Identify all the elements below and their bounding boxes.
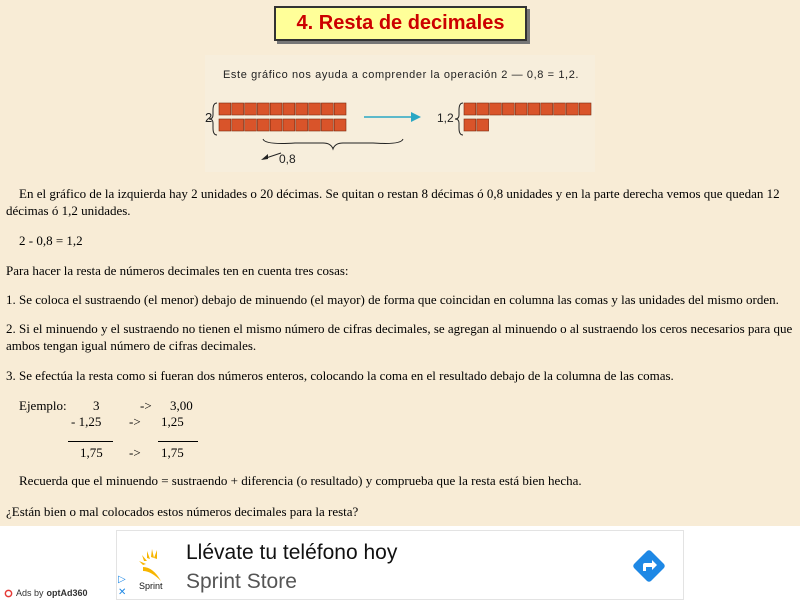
- left-unit-2-tenth-4: [257, 119, 269, 131]
- left-unit-1-tenth-5: [270, 103, 282, 115]
- example-result: 1,75: [80, 445, 103, 460]
- ad-banner[interactable]: [0, 526, 800, 600]
- page-title-box: [274, 6, 527, 41]
- right-unit-1-tenth-2: [477, 103, 489, 115]
- left-brace: [209, 103, 217, 135]
- rule-2: 2. Si el minuendo y el sustraendo no tienen el mismo número de cifras decimales, se agregan al minuendo o al sustraendo los ceros necesarios para que ambos tengan igual número de cifras decimales.: [6, 321, 793, 353]
- example-label: Ejemplo:: [19, 398, 67, 413]
- removed-arrow-head: [261, 154, 268, 160]
- removed-brace: [263, 139, 403, 149]
- left-unit-1-tenth-7: [296, 103, 308, 115]
- example-equation: 2 - 0,8 = 1,2: [19, 233, 83, 248]
- right-unit-1-tenth-9: [566, 103, 578, 115]
- left-unit-1-tenth-10: [334, 103, 346, 115]
- rules-intro: Para hacer la resta de números decimales ten en cuenta tres cosas:: [6, 263, 349, 278]
- right-bars: [464, 103, 591, 131]
- removed-label: 0,8: [279, 152, 296, 166]
- left-unit-2-tenth-1: [219, 119, 231, 131]
- left-bars: [219, 103, 346, 131]
- right-unit-1-tenth-7: [541, 103, 553, 115]
- left-unit-1-tenth-3: [245, 103, 257, 115]
- right-unit-1-tenth-10: [579, 103, 591, 115]
- intro-paragraph: [6, 185, 796, 219]
- ad-subtitle[interactable]: Sprint Store: [186, 570, 297, 593]
- subtraction-figure: [205, 55, 595, 172]
- left-unit-2-tenth-3: [245, 119, 257, 131]
- directions-arrow-icon[interactable]: [629, 546, 669, 586]
- left-unit-2-tenth-6: [283, 119, 295, 131]
- example-arrow-1: ->: [140, 398, 152, 413]
- left-unit-2-tenth-5: [270, 119, 282, 131]
- check-reminder: Recuerda que el minuendo = sustraendo + diferencia (o resultado) y comprueba que la resta está bien hecha.: [19, 473, 582, 488]
- left-unit-1-tenth-8: [309, 103, 321, 115]
- rule-1: 1. Se coloca el sustraendo (el menor) debajo de minuendo (el mayor) de forma que coincidan en columna las comas y las unidades del mismo orden.: [6, 292, 779, 307]
- ad-title[interactable]: Llévate tu teléfono hoy: [186, 541, 398, 564]
- left-unit-2-tenth-9: [321, 119, 333, 131]
- exercise-question: ¿Están bien o mal colocados estos números decimales para la resta?: [6, 504, 359, 519]
- example-subtrahend: - 1,25: [71, 414, 102, 429]
- right-unit-1-tenth-5: [515, 103, 527, 115]
- right-label: 1,2: [437, 111, 454, 125]
- optad-logo-icon: [4, 589, 13, 598]
- left-unit-1-tenth-9: [321, 103, 333, 115]
- right-unit-1-tenth-1: [464, 103, 476, 115]
- example-rule-left: [68, 441, 113, 442]
- right-brace: [455, 103, 463, 135]
- intro-text: En el gráfico de la izquierda hay 2 unidades o 20 décimas. Se quitan o restan 8 décimas ó 0,8 unidades y en la parte derecha vemos que quedan 12 décimas ó 1,2 unidades.: [6, 186, 780, 218]
- figure-caption: Este gráfico nos ayuda a comprender la operación 2 — 0,8 = 1,2.: [223, 69, 580, 81]
- rule-3: 3. Se efectúa la resta como si fueran dos números enteros, colocando la coma en el resultado debajo de la columna de las comas.: [6, 368, 674, 383]
- ads-by-prefix: Ads by: [16, 588, 44, 598]
- left-unit-2-tenth-8: [309, 119, 321, 131]
- left-unit-1-tenth-4: [257, 103, 269, 115]
- left-unit-2-tenth-7: [296, 119, 308, 131]
- left-unit-1-tenth-1: [219, 103, 231, 115]
- example-arrow-2: ->: [129, 414, 141, 429]
- ads-by-brand: optAd360: [46, 588, 88, 598]
- page-title: 4. Resta de decimales: [296, 12, 505, 34]
- example-arrow-3: ->: [129, 445, 141, 460]
- right-unit-2-tenth-2: [477, 119, 489, 131]
- sprint-brand: Sprint: [139, 581, 163, 591]
- left-unit-1-tenth-2: [232, 103, 244, 115]
- left-unit-2-tenth-2: [232, 119, 244, 131]
- example-subtrahend-padded: 1,25: [161, 414, 184, 429]
- left-unit-1-tenth-6: [283, 103, 295, 115]
- decimal-bars-diagram: [205, 55, 595, 172]
- adchoices-icon[interactable]: ▷: [118, 574, 126, 585]
- left-unit-2-tenth-10: [334, 119, 346, 131]
- left-label: 2: [205, 110, 213, 125]
- transform-arrow-head: [411, 112, 421, 122]
- example-minuend-padded: 3,00: [170, 398, 193, 413]
- example-result-padded: 1,75: [161, 445, 184, 460]
- right-unit-1-tenth-6: [528, 103, 540, 115]
- right-unit-1-tenth-3: [490, 103, 502, 115]
- example-minuend: 3: [93, 398, 100, 413]
- right-unit-1-tenth-4: [502, 103, 514, 115]
- example-rule-right: [158, 441, 198, 442]
- ads-by-optad360[interactable]: [4, 588, 88, 598]
- ad-card[interactable]: [116, 530, 684, 600]
- right-unit-2-tenth-1: [464, 119, 476, 131]
- close-ad-icon[interactable]: ✕: [118, 587, 127, 598]
- right-unit-1-tenth-8: [554, 103, 566, 115]
